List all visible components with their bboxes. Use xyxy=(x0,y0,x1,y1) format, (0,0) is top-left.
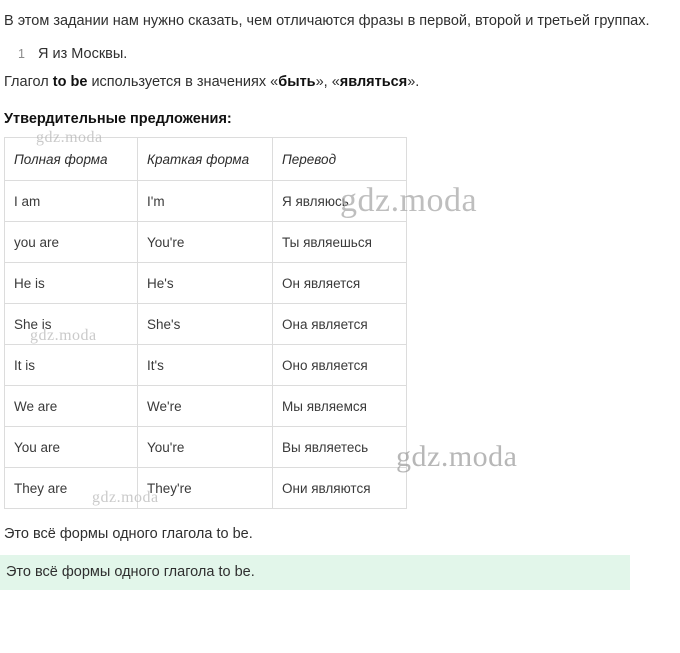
column-header-short-form: Краткая форма xyxy=(138,138,273,181)
cell-translation: Я являюсь xyxy=(273,181,407,222)
table-row xyxy=(5,427,407,468)
explanation-between: », « xyxy=(315,74,340,90)
cell-short-form: He's xyxy=(138,263,273,304)
table-row xyxy=(5,181,407,222)
table-row xyxy=(5,222,407,263)
watermark: gdz.moda xyxy=(30,327,97,344)
cell-short-form: I'm xyxy=(138,181,273,222)
column-header-full-form: Полная форма xyxy=(5,138,138,181)
explanation-paragraph xyxy=(0,65,680,95)
cell-translation: Ты являешься xyxy=(273,222,407,263)
cell-short-form: It's xyxy=(138,345,273,386)
watermark: gdz.moda xyxy=(92,489,159,506)
cell-short-form: You're xyxy=(138,222,273,263)
cell-full-form: We are xyxy=(5,386,138,427)
section-subheading: Утвердительные предложения: xyxy=(4,111,232,127)
task-list-item xyxy=(18,43,680,65)
cell-full-form: You are xyxy=(5,427,138,468)
cell-short-form: You're xyxy=(138,427,273,468)
cell-full-form: They are xyxy=(5,468,138,509)
cell-translation: Они являются xyxy=(273,468,407,509)
cell-full-form: She is xyxy=(5,304,138,345)
conclusion-text: Это всё формы одного глагола to be. xyxy=(4,526,253,542)
cell-translation: Вы являетесь xyxy=(273,427,407,468)
explanation-meaning-2: являться xyxy=(339,74,408,90)
cell-translation: Мы являемся xyxy=(273,386,407,427)
explanation-verb: to be xyxy=(52,74,88,90)
table-row xyxy=(5,304,407,345)
cell-short-form: She's xyxy=(138,304,273,345)
watermark: gdz.moda xyxy=(340,182,478,219)
watermark: gdz.moda xyxy=(396,440,518,473)
task-text: Я из Москвы. xyxy=(38,46,128,62)
cell-short-form: We're xyxy=(138,386,273,427)
cell-full-form: I am xyxy=(5,181,138,222)
watermark: gdz.moda xyxy=(36,129,103,146)
explanation-middle: используется в значениях « xyxy=(87,74,279,90)
cell-translation: Он является xyxy=(273,263,407,304)
explanation-before: Глагол xyxy=(4,74,53,90)
explanation-after: ». xyxy=(407,74,420,90)
cell-full-form: He is xyxy=(5,263,138,304)
table-header-row xyxy=(5,138,407,181)
cell-short-form: They're xyxy=(138,468,273,509)
table-row xyxy=(5,263,407,304)
highlighted-answer: Это всё формы одного глагола to be. xyxy=(0,555,630,590)
explanation-meaning-1: быть xyxy=(278,74,316,90)
cell-translation: Она является xyxy=(273,304,407,345)
task-list xyxy=(0,43,680,65)
table-row xyxy=(5,386,407,427)
table-row xyxy=(5,345,407,386)
intro-paragraph: В этом задании нам нужно сказать, чем отличаются фразы в первой, второй и третьей группах. xyxy=(4,13,650,29)
cell-translation: Оно является xyxy=(273,345,407,386)
verb-forms-table xyxy=(4,137,407,509)
table-row xyxy=(5,468,407,509)
column-header-translation: Перевод xyxy=(273,138,407,181)
cell-full-form: It is xyxy=(5,345,138,386)
task-number: 1 xyxy=(18,47,25,61)
cell-full-form: you are xyxy=(5,222,138,263)
